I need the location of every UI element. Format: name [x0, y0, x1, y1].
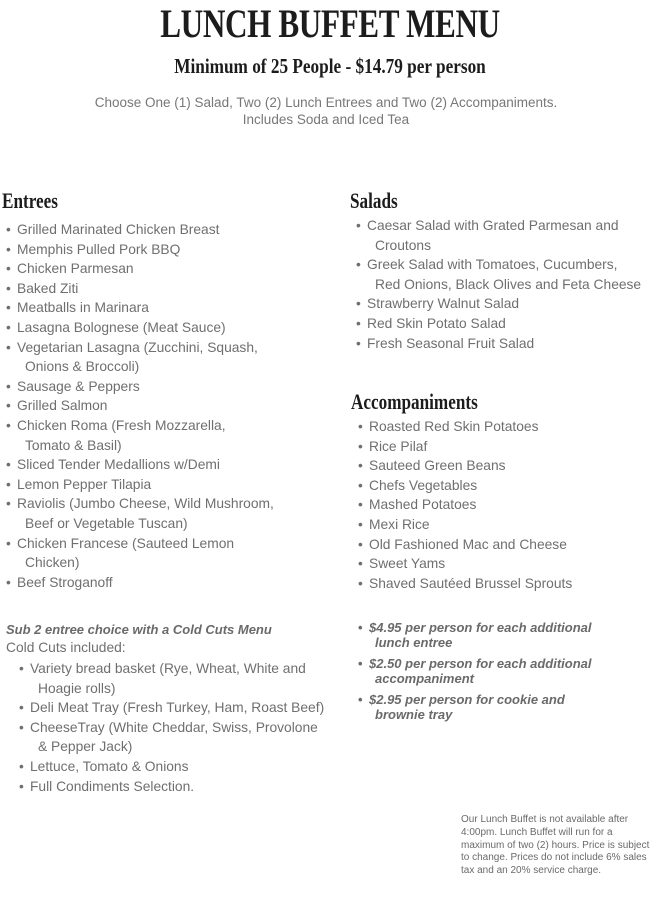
accompaniments-heading: Accompaniments — [351, 389, 478, 414]
list-item: • Lemon Pepper Tilapia — [6, 475, 326, 495]
cold-cuts-label: Cold Cuts included: — [6, 640, 126, 655]
list-item: • Strawberry Walnut Salad — [356, 294, 660, 314]
list-item-line: • Greek Salad with Tomatoes, Cucumbers, — [367, 257, 618, 273]
list-item: • Chefs Vegetables — [358, 476, 658, 496]
list-item — [6, 416, 326, 455]
cold-cuts-list — [19, 659, 329, 796]
list-item: • Rice Pilaf — [358, 437, 658, 457]
extra-price-item — [358, 656, 628, 686]
list-item-line: Croutons — [375, 237, 431, 253]
list-item: • Beef Stroganoff — [6, 573, 326, 593]
list-item: • Sliced Tender Medallions w/Demi — [6, 455, 326, 475]
list-item: • Roasted Red Skin Potatoes — [358, 417, 658, 437]
entrees-list — [6, 220, 326, 592]
list-item-line: Chicken) — [25, 555, 80, 571]
list-item-line: • Raviolis (Jumbo Cheese, Wild Mushroom, — [17, 496, 274, 512]
extras-list — [358, 620, 628, 728]
list-item: • Grilled Salmon — [6, 396, 326, 416]
list-item-line: Red Onions, Black Olives and Feta Cheese — [375, 276, 642, 292]
extra-line: • $4.95 per person for each additional — [369, 620, 592, 635]
list-item: • Sweet Yams — [358, 554, 658, 574]
cold-cuts-sub-note: Sub 2 entree choice with a Cold Cuts Menu — [6, 622, 272, 637]
list-item: • Memphis Pulled Pork BBQ — [6, 240, 326, 260]
list-item: • Full Condiments Selection. — [19, 777, 329, 797]
footer-note: Our Lunch Buffet is not available after 4:00pm. Lunch Buffet will run for a maximum of two (2) hours. Price is subject to change. Prices do not include 6% sales tax and an 20% service charge. — [461, 814, 650, 877]
salads-heading: Salads — [350, 188, 398, 213]
list-item: • Fresh Seasonal Fruit Salad — [356, 334, 660, 354]
list-item: • Lasagna Bolognese (Meat Sauce) — [6, 318, 326, 338]
list-item: • Mashed Potatoes — [358, 495, 658, 515]
salads-list — [356, 216, 660, 353]
extra-line: • $2.50 per person for each additional — [369, 656, 592, 671]
list-item-line: & Pepper Jack) — [38, 739, 133, 755]
extra-price-item — [358, 620, 628, 650]
list-item-line: Hoagie rolls) — [38, 680, 116, 696]
list-item: • Red Skin Potato Salad — [356, 314, 660, 334]
list-item: • Meatballs in Marinara — [6, 298, 326, 318]
list-item — [6, 338, 326, 377]
entrees-heading: Entrees — [2, 188, 58, 213]
list-item-line: Tomato & Basil) — [25, 437, 122, 453]
intro-line-2: Includes Soda and Iced Tea — [242, 112, 410, 127]
list-item-line: Onions & Broccoli) — [25, 359, 140, 375]
list-item: • Old Fashioned Mac and Cheese — [358, 535, 658, 555]
list-item — [19, 659, 329, 698]
extra-line: accompaniment — [375, 671, 474, 686]
extra-line: brownie tray — [375, 707, 453, 722]
list-item — [6, 494, 326, 533]
list-item: • Shaved Sautéed Brussel Sprouts — [358, 574, 658, 594]
list-item — [356, 255, 660, 294]
list-item — [6, 534, 326, 573]
list-item — [356, 216, 660, 255]
accompaniments-list — [358, 417, 658, 593]
list-item-line: • Chicken Francese (Sauteed Lemon — [17, 535, 235, 551]
list-item: • Baked Ziti — [6, 279, 326, 299]
list-item: • Deli Meat Tray (Fresh Turkey, Ham, Roast Beef) — [19, 698, 329, 718]
list-item-line: • Chicken Roma (Fresh Mozzarella, — [17, 417, 226, 433]
list-item-line: • Variety bread basket (Rye, Wheat, White and — [30, 661, 306, 676]
list-item-line: • Caesar Salad with Grated Parmesan and — [367, 218, 619, 233]
list-item — [19, 718, 329, 757]
list-item: • Chicken Parmesan — [6, 259, 326, 279]
list-item: • Sauteed Green Beans — [358, 456, 658, 476]
list-item: • Sausage & Peppers — [6, 377, 326, 397]
extra-line: • $2.95 per person for cookie and — [369, 692, 565, 707]
list-item-line: • CheeseTray (White Cheddar, Swiss, Provolone — [30, 719, 318, 735]
extra-line: lunch entree — [375, 635, 453, 650]
list-item-line: Beef or Vegetable Tuscan) — [25, 515, 188, 531]
price-subtitle: Minimum of 25 People - $14.79 per person — [174, 54, 486, 78]
list-item: • Mexi Rice — [358, 515, 658, 535]
list-item: • Lettuce, Tomato & Onions — [19, 757, 329, 777]
list-item-line: • Vegetarian Lasagna (Zucchini, Squash, — [17, 339, 258, 355]
extra-price-item — [358, 692, 628, 722]
list-item: • Grilled Marinated Chicken Breast — [6, 220, 326, 240]
page-title: LUNCH BUFFET MENU — [160, 1, 500, 46]
intro-line-1: Choose One (1) Salad, Two (2) Lunch Entrees and Two (2) Accompaniments. — [94, 95, 558, 110]
intro-text — [0, 94, 652, 128]
